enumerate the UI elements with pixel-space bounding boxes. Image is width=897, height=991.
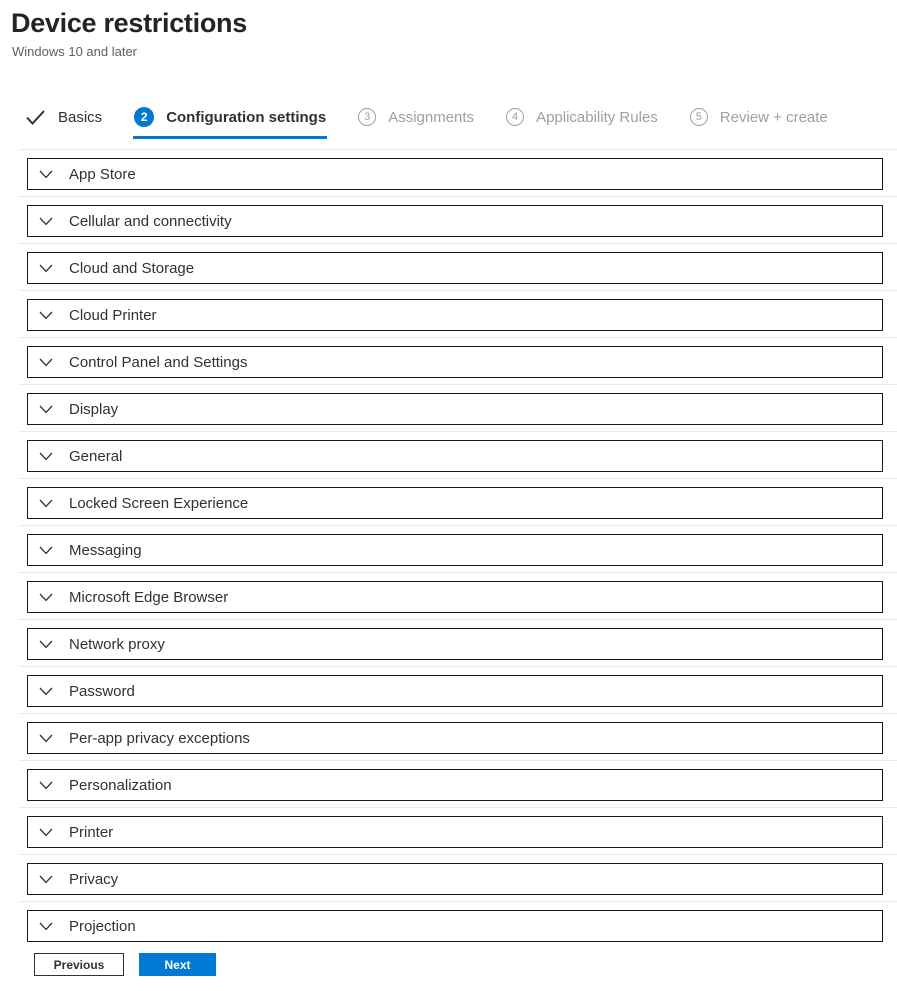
accordion-section-label: Cloud Printer bbox=[69, 306, 157, 324]
chevron-down-icon bbox=[39, 734, 53, 743]
step-number-badge: 3 bbox=[358, 108, 376, 126]
accordion-section-label: Printer bbox=[69, 823, 114, 841]
section-divider bbox=[19, 337, 897, 338]
accordion-password[interactable] bbox=[27, 675, 883, 707]
tab-applicability-rules[interactable] bbox=[505, 103, 659, 139]
section-divider bbox=[19, 619, 897, 620]
chevron-down-icon bbox=[39, 546, 53, 555]
accordion-section-label: Personalization bbox=[69, 776, 172, 794]
accordion-control-panel-and-settings[interactable] bbox=[27, 346, 883, 378]
accordion-section-label: Privacy bbox=[69, 870, 119, 888]
accordion-section-label: Cloud and Storage bbox=[69, 259, 195, 277]
chevron-down-icon bbox=[39, 593, 53, 602]
accordion-section-label: General bbox=[69, 447, 123, 465]
accordion-cloud-printer[interactable] bbox=[27, 299, 883, 331]
section-divider bbox=[19, 478, 897, 479]
page-header bbox=[0, 0, 897, 59]
chevron-down-icon bbox=[39, 217, 53, 226]
accordion-app-store[interactable] bbox=[27, 158, 883, 190]
accordion-section bbox=[0, 619, 897, 666]
section-divider bbox=[19, 713, 897, 714]
accordion-section bbox=[0, 760, 897, 807]
tab-label: Review + create bbox=[719, 108, 828, 126]
step-number-badge: 5 bbox=[690, 108, 708, 126]
chevron-down-icon bbox=[39, 922, 53, 931]
section-divider bbox=[19, 243, 897, 244]
accordion-section bbox=[0, 337, 897, 384]
accordion-section bbox=[0, 713, 897, 760]
tab-label: Assignments bbox=[388, 108, 475, 126]
section-divider bbox=[19, 666, 897, 667]
accordion-section bbox=[0, 384, 897, 431]
accordion-section bbox=[0, 196, 897, 243]
chevron-down-icon bbox=[39, 828, 53, 837]
accordion-privacy[interactable] bbox=[27, 863, 883, 895]
section-divider bbox=[19, 901, 897, 902]
accordion-section-label: Projection bbox=[69, 917, 136, 935]
chevron-down-icon bbox=[39, 405, 53, 414]
tab-label: Configuration settings bbox=[166, 108, 327, 126]
accordion-personalization[interactable] bbox=[27, 769, 883, 801]
section-divider bbox=[19, 431, 897, 432]
accordion-section bbox=[0, 478, 897, 525]
accordion-section-label: Cellular and connectivity bbox=[69, 212, 232, 230]
accordion-cellular-and-connectivity[interactable] bbox=[27, 205, 883, 237]
accordion-section-label: Microsoft Edge Browser bbox=[69, 588, 229, 606]
chevron-down-icon bbox=[39, 452, 53, 461]
previous-button[interactable]: Previous bbox=[34, 953, 124, 976]
chevron-down-icon bbox=[39, 640, 53, 649]
accordion-locked-screen-experience[interactable] bbox=[27, 487, 883, 519]
accordion-per-app-privacy-exceptions[interactable] bbox=[27, 722, 883, 754]
accordion-section bbox=[0, 572, 897, 619]
tab-label: Applicability Rules bbox=[536, 108, 658, 126]
section-divider bbox=[19, 525, 897, 526]
wizard-footer bbox=[34, 953, 897, 976]
wizard-step-tabs bbox=[0, 103, 897, 139]
tab-basics[interactable] bbox=[24, 103, 103, 139]
tab-review-create[interactable] bbox=[689, 103, 829, 139]
accordion-section-label: Per-app privacy exceptions bbox=[69, 729, 250, 747]
accordion-display[interactable] bbox=[27, 393, 883, 425]
accordion-section-label: Display bbox=[69, 400, 119, 418]
accordion-section-label: Password bbox=[69, 682, 135, 700]
accordion-section-label: Locked Screen Experience bbox=[69, 494, 249, 512]
step-number-badge: 2 bbox=[134, 107, 154, 127]
accordion-printer[interactable] bbox=[27, 816, 883, 848]
chevron-down-icon bbox=[39, 875, 53, 884]
chevron-down-icon bbox=[39, 687, 53, 696]
section-divider bbox=[19, 854, 897, 855]
chevron-down-icon bbox=[39, 499, 53, 508]
chevron-down-icon bbox=[39, 264, 53, 273]
accordion-section bbox=[0, 666, 897, 713]
accordion-general[interactable] bbox=[27, 440, 883, 472]
chevron-down-icon bbox=[39, 311, 53, 320]
chevron-down-icon bbox=[39, 781, 53, 790]
accordion-network-proxy[interactable] bbox=[27, 628, 883, 660]
settings-accordion-list bbox=[0, 149, 897, 948]
check-icon bbox=[25, 109, 46, 126]
section-divider bbox=[19, 149, 897, 150]
chevron-down-icon bbox=[39, 170, 53, 179]
accordion-section bbox=[0, 901, 897, 948]
accordion-section-label: App Store bbox=[69, 165, 136, 183]
accordion-section bbox=[0, 854, 897, 901]
next-button[interactable]: Next bbox=[139, 953, 216, 976]
tab-assignments[interactable] bbox=[357, 103, 475, 139]
accordion-microsoft-edge-browser[interactable] bbox=[27, 581, 883, 613]
accordion-section-label: Control Panel and Settings bbox=[69, 353, 248, 371]
accordion-section bbox=[0, 243, 897, 290]
page-subtitle: Windows 10 and later bbox=[12, 44, 138, 60]
accordion-section bbox=[0, 149, 897, 196]
page-title: Device restrictions bbox=[11, 8, 247, 38]
accordion-section bbox=[0, 807, 897, 854]
accordion-section-label: Messaging bbox=[69, 541, 142, 559]
section-divider bbox=[19, 807, 897, 808]
accordion-cloud-and-storage[interactable] bbox=[27, 252, 883, 284]
section-divider bbox=[19, 572, 897, 573]
tab-label: Basics bbox=[58, 108, 103, 126]
section-divider bbox=[19, 760, 897, 761]
section-divider bbox=[19, 196, 897, 197]
tab-configuration-settings[interactable] bbox=[133, 103, 327, 139]
section-divider bbox=[19, 384, 897, 385]
step-number-badge: 4 bbox=[506, 108, 524, 126]
accordion-messaging[interactable] bbox=[27, 534, 883, 566]
accordion-section bbox=[0, 431, 897, 478]
chevron-down-icon bbox=[39, 358, 53, 367]
accordion-section-label: Network proxy bbox=[69, 635, 165, 653]
accordion-section bbox=[0, 290, 897, 337]
accordion-projection[interactable] bbox=[27, 910, 883, 942]
section-divider bbox=[19, 290, 897, 291]
accordion-section bbox=[0, 525, 897, 572]
